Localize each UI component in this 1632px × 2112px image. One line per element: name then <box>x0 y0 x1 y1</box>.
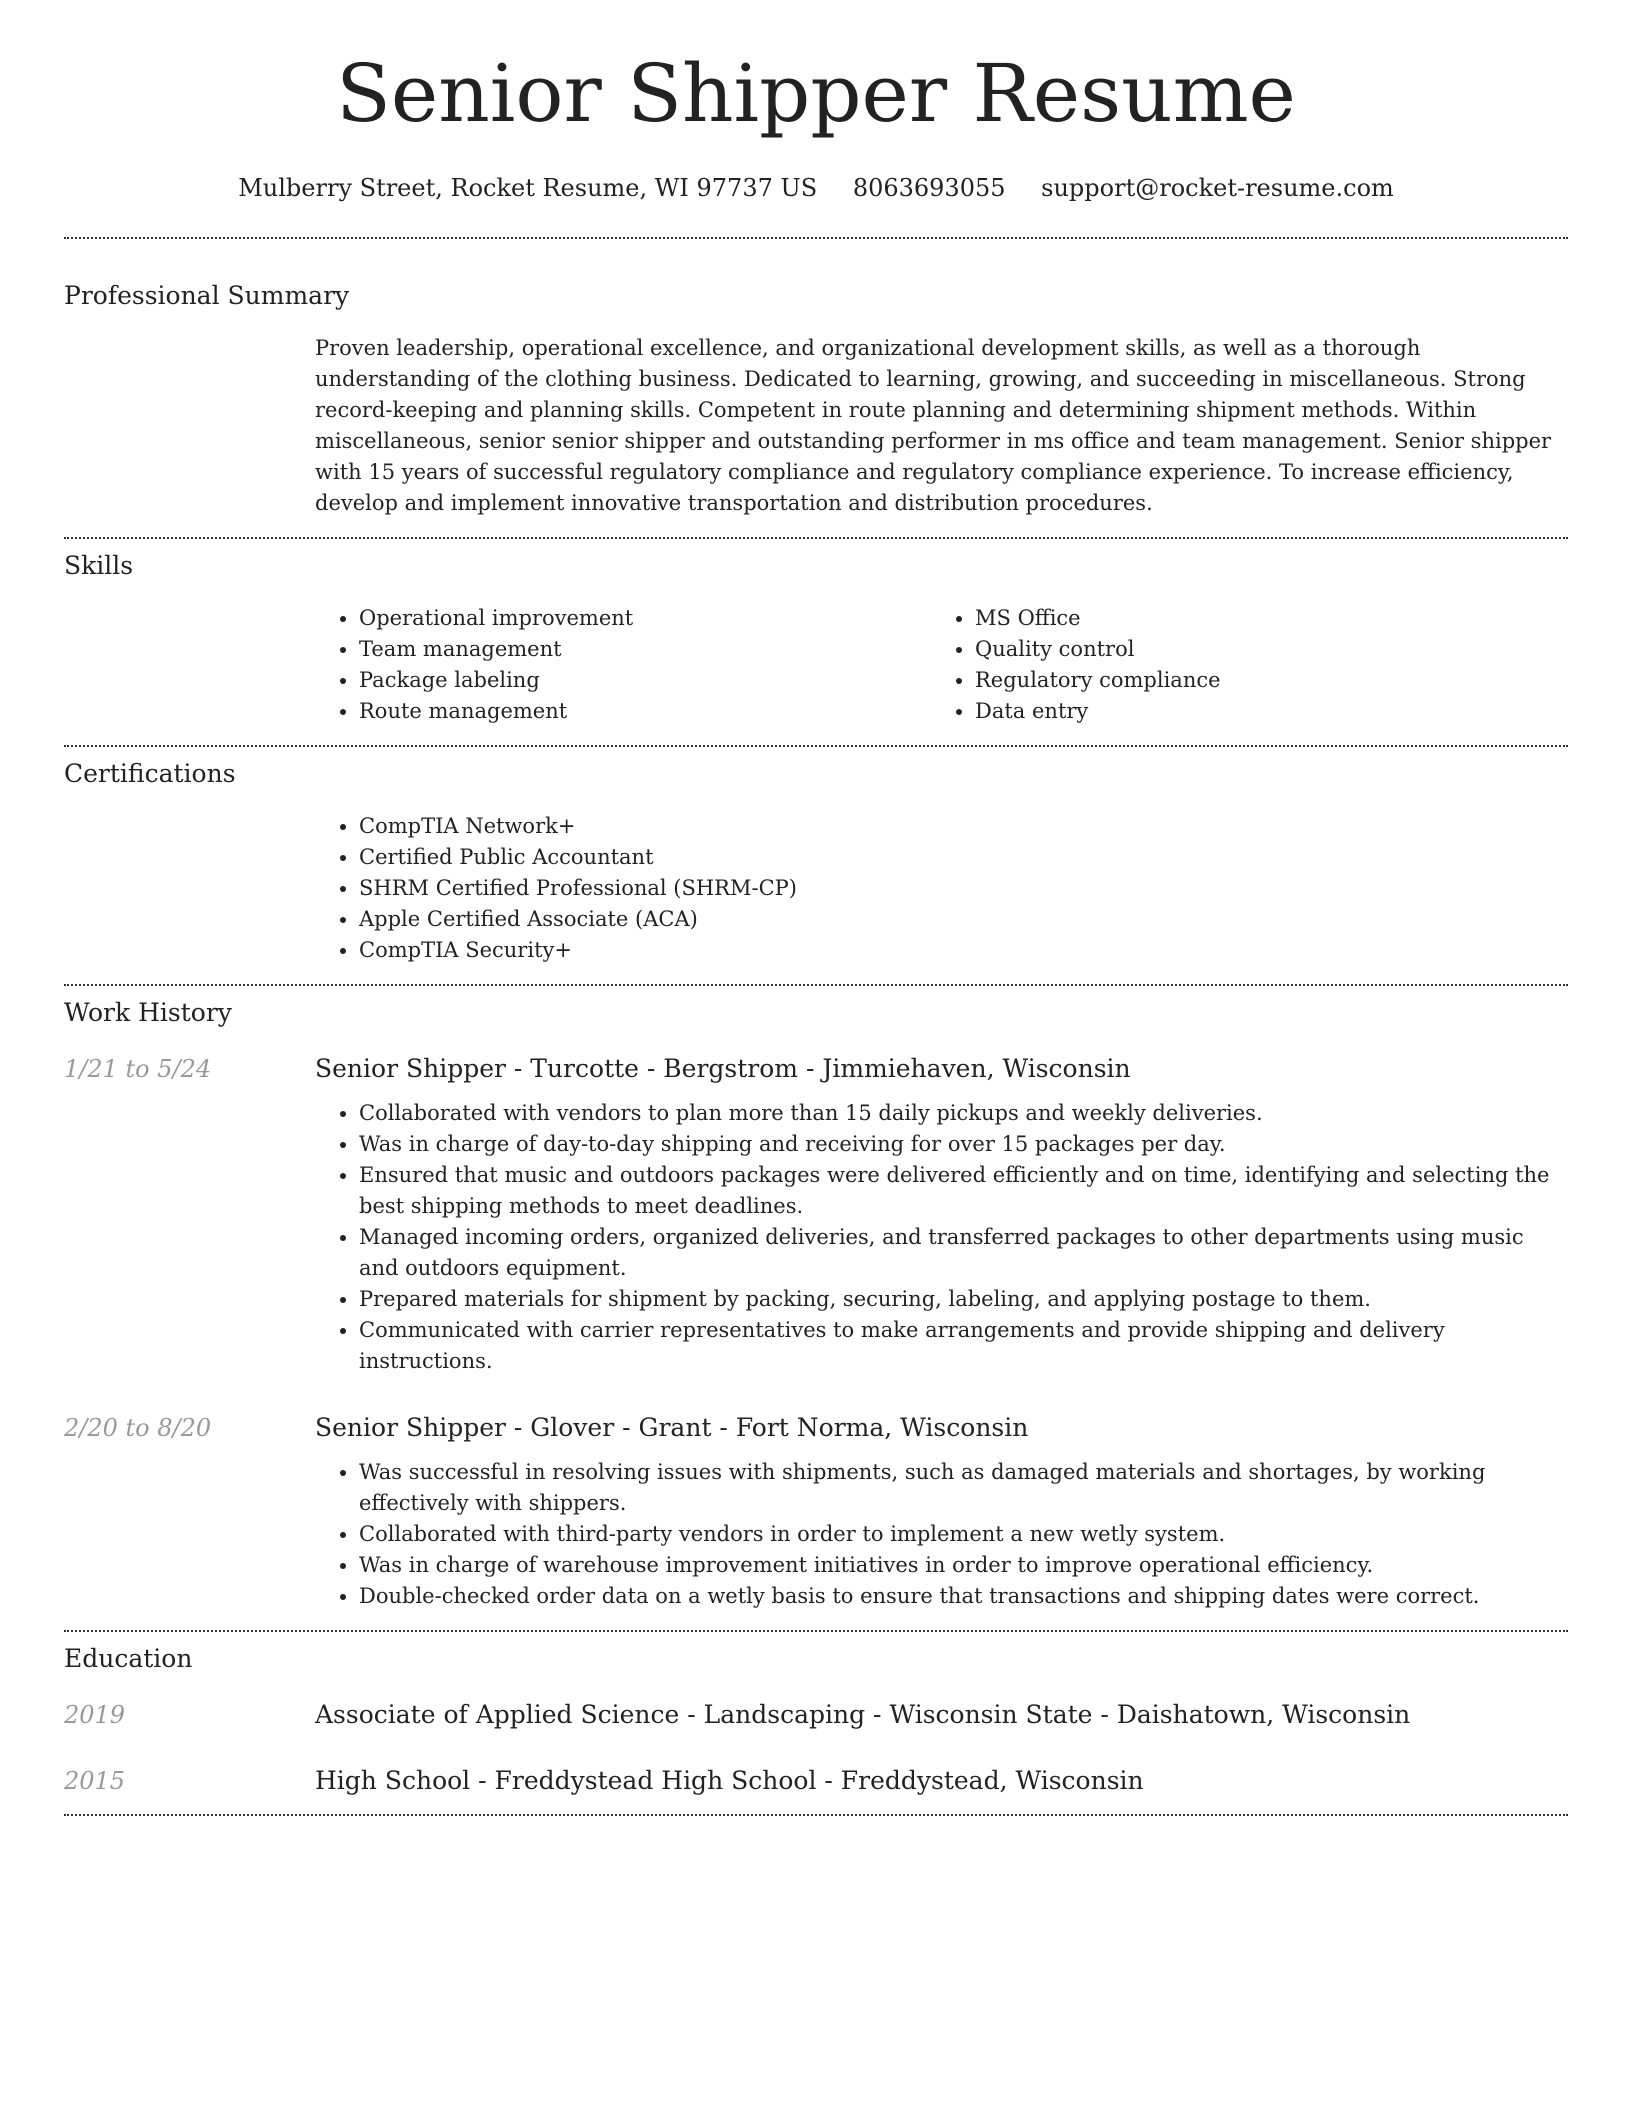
job-bullets <box>315 1457 1568 1612</box>
skill-item: • Route management <box>359 696 931 727</box>
education-title: High School - Freddystead High School - Freddystead, Wisconsin <box>315 1765 1144 1795</box>
skills-list-left <box>315 603 931 727</box>
education-date: 2019 <box>64 1700 126 1729</box>
certification-item: • CompTIA Network+ <box>359 811 1568 842</box>
resume-title: Senior Shipper Resume <box>336 47 1296 140</box>
skill-item: • Team management <box>359 634 931 665</box>
skills-column-left <box>315 603 931 727</box>
job-bullet: • Collaborated with vendors to plan more than 15 daily pickups and weekly deliveries. <box>359 1098 1568 1129</box>
certifications-content <box>315 811 1568 966</box>
contact-email: support@rocket-resume.com <box>1041 174 1394 202</box>
summary-content <box>315 333 1568 519</box>
skill-item: • MS Office <box>975 603 1547 634</box>
skill-item: • Package labeling <box>359 665 931 696</box>
skills-list-right <box>931 603 1547 727</box>
job-bullet-list <box>315 1457 1568 1612</box>
divider <box>64 537 1568 539</box>
skills-section <box>64 551 1568 727</box>
education-entry <box>64 1766 1568 1796</box>
jobs-list <box>64 1054 1568 1612</box>
certification-item: • SHRM Certified Professional (SHRM-CP) <box>359 873 1568 904</box>
contact-phone: 8063693055 <box>852 174 1006 202</box>
summary-text: Proven leadership, operational excellence, and organizational development skills, as well as a thorough understanding of the clothing business. Dedicated to learning, growing, and succeeding in miscellaneous. Strong record-keeping and planning skills. Competent in route planning and determining shipment methods. Within miscellaneous, senior senior shipper and outstanding performer in ms office and team management. Senior shipper with 15 years of successful regulatory compliance and regulatory compliance experience. To increase efficiency, develop and implement innovative transportation and distribution procedures. <box>315 335 1552 515</box>
certification-item: • Apple Certified Associate (ACA) <box>359 904 1568 935</box>
job-bullet: • Was in charge of warehouse improvement initiatives in order to improve operational efficiency. <box>359 1550 1568 1581</box>
job-entry <box>64 1413 1568 1612</box>
job-entry <box>64 1054 1568 1377</box>
job-bullet: • Collaborated with third-party vendors in order to implement a new wetly system. <box>359 1519 1568 1550</box>
job-date: 1/21 to 5/24 <box>64 1054 212 1083</box>
job-bullet: • Managed incoming orders, organized deliveries, and transferred packages to other departments using music and outdoors equipment. <box>359 1222 1568 1284</box>
skills-column-right <box>931 603 1547 727</box>
job-header <box>64 1054 1568 1084</box>
skill-item: • Data entry <box>975 696 1547 727</box>
job-bullet: • Communicated with carrier representatives to make arrangements and provide shipping and delivery instructions. <box>359 1315 1568 1377</box>
job-bullet: • Was in charge of day-to-day shipping and receiving for over 15 packages per day. <box>359 1129 1568 1160</box>
contact-address: Mulberry Street, Rocket Resume, WI 97737 US <box>238 174 818 202</box>
education-title: Associate of Applied Science - Landscaping - Wisconsin State - Daishatown, Wisconsin <box>315 1699 1411 1729</box>
summary-section <box>64 281 1568 519</box>
skill-item: • Regulatory compliance <box>975 665 1547 696</box>
education-section <box>64 1644 1568 1796</box>
certifications-list <box>315 811 1568 966</box>
section-heading-work-history: Work History <box>64 997 232 1027</box>
job-bullet: • Prepared materials for shipment by packing, securing, labeling, and applying postage to them. <box>359 1284 1568 1315</box>
section-heading-certifications: Certifications <box>64 758 236 788</box>
divider <box>64 745 1568 747</box>
certification-item: • CompTIA Security+ <box>359 935 1568 966</box>
education-date: 2015 <box>64 1766 126 1795</box>
job-title: Senior Shipper - Turcotte - Bergstrom - Jimmiehaven, Wisconsin <box>315 1053 1131 1083</box>
divider <box>64 237 1568 239</box>
divider <box>64 1630 1568 1632</box>
skill-item: • Quality control <box>975 634 1547 665</box>
section-heading-education: Education <box>64 1643 193 1673</box>
certifications-section <box>64 759 1568 966</box>
contact-line <box>64 174 1568 203</box>
education-entry <box>64 1700 1568 1730</box>
divider <box>64 984 1568 986</box>
job-title: Senior Shipper - Glover - Grant - Fort Norma, Wisconsin <box>315 1412 1029 1442</box>
section-heading-skills: Skills <box>64 550 134 580</box>
education-list <box>64 1700 1568 1796</box>
skills-grid <box>315 603 1568 727</box>
section-heading-summary: Professional Summary <box>64 280 350 310</box>
job-date: 2/20 to 8/20 <box>64 1413 212 1442</box>
job-bullet: • Double-checked order data on a wetly basis to ensure that transactions and shipping dates were correct. <box>359 1581 1568 1612</box>
job-bullet: • Ensured that music and outdoors packages were delivered efficiently and on time, identifying and selecting the best shipping methods to meet deadlines. <box>359 1160 1568 1222</box>
work-history-section <box>64 998 1568 1612</box>
job-bullets <box>315 1098 1568 1377</box>
certification-item: • Certified Public Accountant <box>359 842 1568 873</box>
job-header <box>64 1413 1568 1443</box>
job-bullet: • Was successful in resolving issues with shipments, such as damaged materials and shortages, by working effectively with shippers. <box>359 1457 1568 1519</box>
skill-item: • Operational improvement <box>359 603 931 634</box>
divider <box>64 1814 1568 1816</box>
job-bullet-list <box>315 1098 1568 1377</box>
